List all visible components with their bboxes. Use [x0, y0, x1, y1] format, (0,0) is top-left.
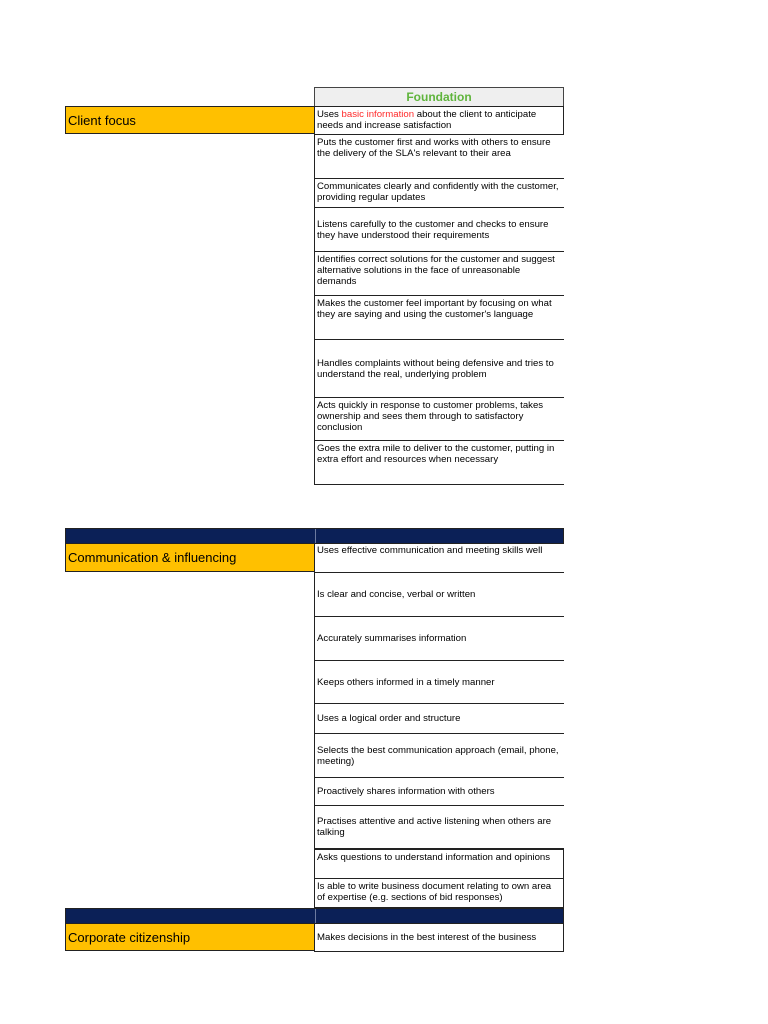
behaviour-cell	[314, 704, 564, 734]
category-client-focus	[65, 106, 315, 134]
behaviour-cell	[314, 573, 564, 617]
behaviour-cell: Goes the extra mile to deliver to the customer, putting in extra effort and resources when necessary	[314, 441, 564, 485]
section-divider-bar	[65, 528, 564, 544]
behaviour-text: Listens carefully to the customer and checks to ensure they have understood their requirements	[317, 218, 549, 241]
behaviour-cell: Acts quickly in response to customer problems, takes ownership and sees them through to satisfactory conclusion	[314, 398, 564, 441]
behaviour-cell: Asks questions to understand information and opinions	[314, 849, 564, 879]
section-divider-bar	[65, 908, 564, 924]
behaviour-cell: Uses effective communication and meeting skills well	[314, 543, 564, 573]
category-label: Communication & influencing	[68, 550, 237, 565]
highlight-text: basic information	[341, 109, 415, 120]
behaviour-text: Is clear and concise, verbal or written	[317, 589, 476, 600]
behaviour-text: Practises attentive and active listening when others are talking	[317, 816, 552, 838]
behaviour-cell: Makes the customer feel important by focusing on what they are saying and using the customer's language	[314, 296, 564, 340]
behaviour-text: Accurately summarises information	[317, 633, 467, 644]
text-part: about the client to anticipate needs and increase satisfaction	[317, 109, 537, 131]
behaviour-cell: Identifies correct solutions for the customer and suggest alternative solutions in the face of unreasonable demands	[314, 252, 564, 296]
foundation-header: Foundation	[314, 87, 564, 107]
behaviour-cell: Puts the customer first and works with others to ensure the delivery of the SLA's relevant to their area	[314, 135, 564, 179]
behaviour-cell	[314, 208, 564, 252]
behaviour-cell	[314, 106, 564, 135]
behaviour-text: Proactively shares information with others	[317, 786, 495, 797]
behaviour-cell	[314, 734, 564, 778]
category-communication	[65, 543, 315, 572]
behaviour-cell	[314, 340, 564, 398]
behaviour-text: Keeps others informed in a timely manner	[317, 676, 495, 688]
text-part: Uses	[317, 109, 342, 120]
behaviour-cell	[314, 778, 564, 806]
category-corporate-citizenship	[65, 923, 315, 951]
behaviour-cell	[314, 923, 564, 952]
behaviour-cell	[314, 661, 564, 704]
category-label: Client focus	[68, 112, 136, 128]
category-label: Corporate citizenship	[68, 929, 191, 945]
behaviour-text: Selects the best communication approach (email, phone, meeting)	[317, 744, 559, 767]
behaviour-cell: Is able to write business document relating to own area of expertise (e.g. sections of bid responses)	[314, 878, 564, 908]
behaviour-cell: Communicates clearly and confidently with the customer, providing regular updates	[314, 179, 564, 208]
behaviour-text: Uses a logical order and structure	[317, 713, 461, 724]
behaviour-cell	[314, 617, 564, 661]
behaviour-text: Makes decisions in the best interest of the business	[317, 932, 537, 943]
behaviour-text: Handles complaints without being defensive and tries to understand the real, underlying problem	[317, 357, 554, 380]
behaviour-cell	[314, 806, 564, 849]
